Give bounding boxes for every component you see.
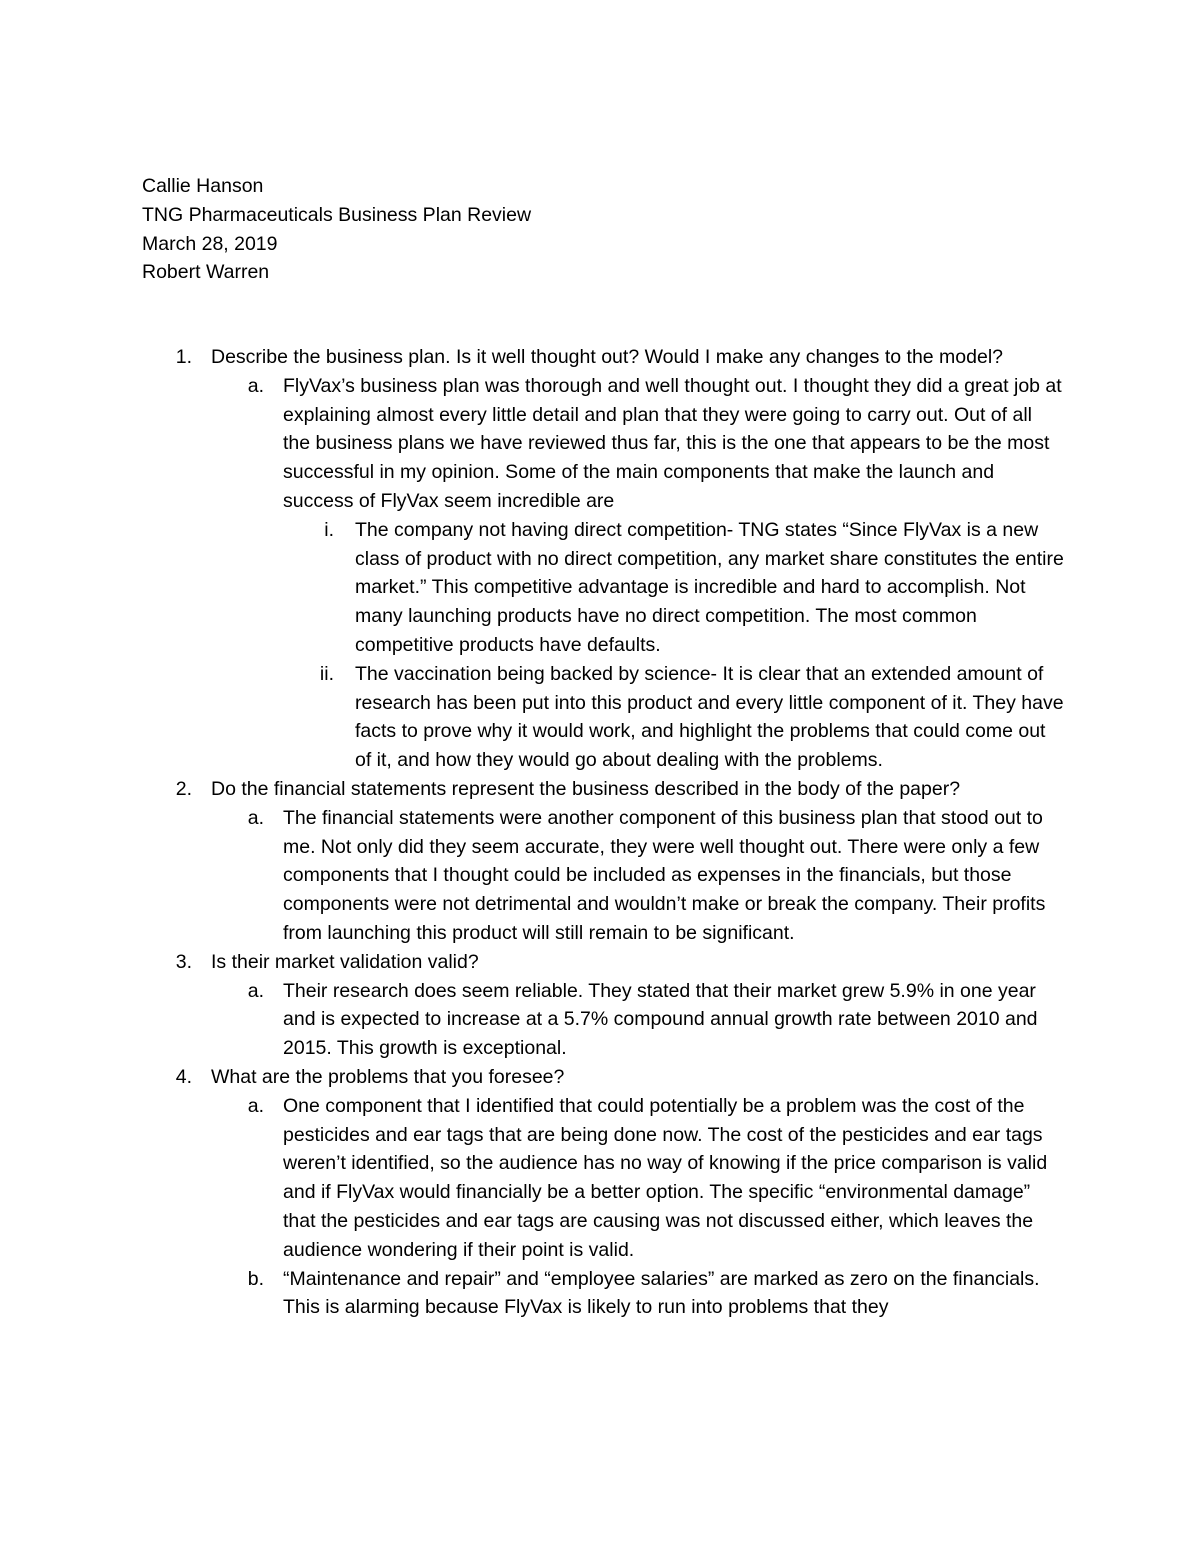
question-text: Do the financial statements represent the business described in the body of the paper? — [211, 777, 961, 800]
answer-text: One component that I identified that could potentially be a problem was the cost of the pesticides and ear tags that are being done now. The cost of the pesticides and ear tags weren’t identified, so the audience has no way of knowing if the price comparison is valid and if FlyVax would financially be a better option. The specific “environmental damage” that the pesticides and ear tags are causing was not discussed either, which leaves the audience wondering if their point is valid. — [283, 1094, 1048, 1261]
sub-point-item — [0, 660, 1065, 775]
answer-text: The financial statements were another component of this business plan that stood out to me. Not only did they seem accurate, they were well thought out. There were only a few components that I thought could be included as expenses in the financials, but those components were not detrimental and wouldn’t make or break the company. Their profits from launching this product will still remain to be significant. — [283, 806, 1046, 944]
answer-text: Their research does seem reliable. They stated that their market grew 5.9% in one year and is expected to increase at a 5.7% compound annual growth rate between 2010 and 2015. This growth is exceptional. — [283, 979, 1038, 1060]
document-date: March 28, 2019 — [142, 232, 278, 255]
question-number: 2. — [175, 777, 192, 800]
sub-point-text: The company not having direct competition- TNG states “Since FlyVax is a new class of product with no direct competition, any market share constitutes the entire market.” This competitive advantage is incredible and hard to accomplish. Not many launching products have no direct competition. The most common competitive products have defaults. — [355, 518, 1064, 656]
answer-marker: a. — [247, 806, 264, 829]
sub-point-text: The vaccination being backed by science- It is clear that an extended amount of research has been put into this product and every little component of it. They have facts to prove why it would work, and highlight the problems that could come out of it, and how they would go about dealing with the problems. — [355, 662, 1064, 772]
question-text: Describe the business plan. Is it well thought out? Would I make any changes to the model? — [211, 346, 1004, 368]
answer-item — [0, 372, 1063, 516]
answer-text: FlyVax’s business plan was thorough and well thought out. I thought they did a great job at explaining almost every little detail and plan that they were going to carry out. Out of all the business plans we have reviewed thus far, this is the one that appears to be the most successful in my opinion. Some of the main components that make the launch and success of FlyVax seem incredible are — [283, 374, 1062, 512]
sub-point-marker: i. — [324, 518, 334, 541]
answer-item — [0, 977, 1063, 1063]
sub-point-marker: ii. — [319, 662, 334, 685]
document-title: TNG Pharmaceuticals Business Plan Review — [142, 203, 532, 226]
question-item — [0, 343, 1061, 372]
sub-point-item — [0, 516, 1065, 660]
question-text: What are the problems that you foresee? — [211, 1065, 565, 1088]
question-number: 1. — [175, 346, 192, 368]
author-name: Callie Hanson — [142, 175, 264, 197]
answer-marker: a. — [247, 374, 264, 397]
instructor-name: Robert Warren — [142, 261, 270, 284]
question-number: 4. — [175, 1065, 192, 1088]
question-text: Is their market validation valid? — [211, 950, 479, 973]
answer-item — [0, 1092, 1063, 1265]
answer-text: “Maintenance and repair” and “employee salaries” are marked as zero on the financials. This is alarming because FlyVax is likely to run into problems that they — [283, 1267, 1040, 1319]
answer-item — [0, 804, 1063, 948]
question-item — [0, 1063, 1061, 1092]
review-questions-list — [0, 343, 1200, 1322]
document-header — [142, 172, 1082, 287]
answer-item — [0, 1265, 1063, 1323]
question-number: 3. — [175, 950, 192, 973]
answer-marker: a. — [247, 1094, 264, 1117]
question-item — [0, 775, 1061, 804]
answer-marker: a. — [247, 979, 264, 1002]
question-item — [0, 948, 1061, 977]
answer-marker: b. — [247, 1267, 264, 1290]
